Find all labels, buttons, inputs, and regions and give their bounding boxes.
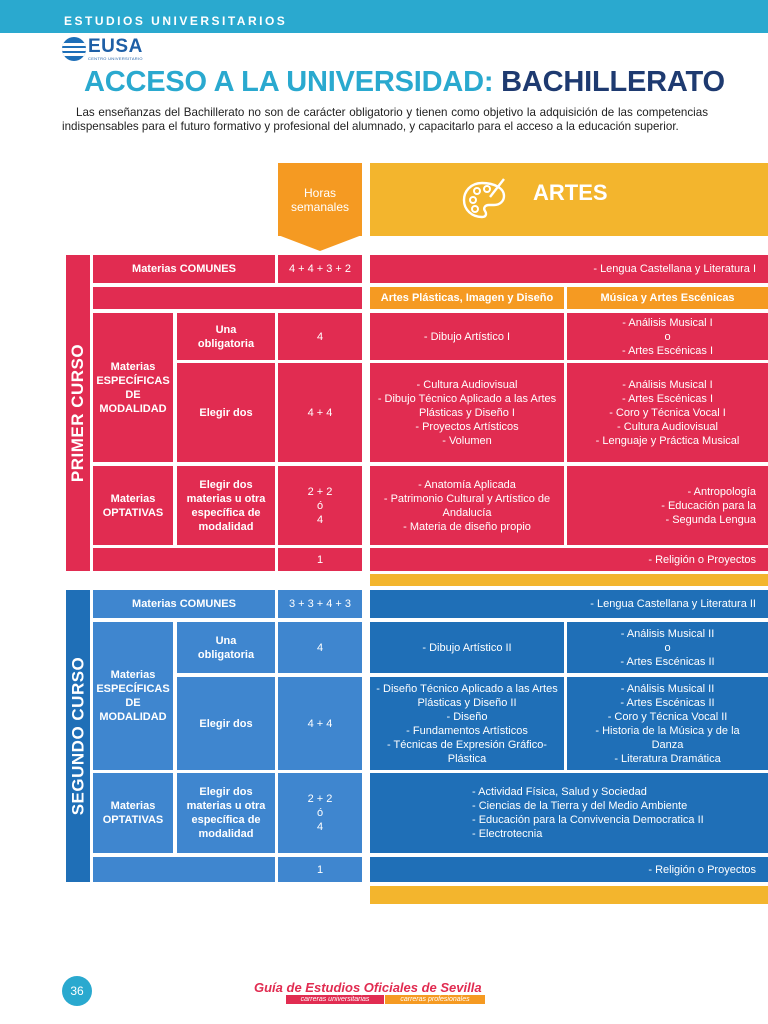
second-especificas-label: Materias ESPECÍFICAS DE MODALIDAD bbox=[93, 622, 173, 770]
first-comunes-hours: 4 + 4 + 3 + 2 bbox=[278, 255, 362, 283]
first-comunes-subjects: - Lengua Castellana y Literatura I bbox=[370, 255, 768, 283]
second-elegir-hours: 4 + 4 bbox=[278, 677, 362, 770]
section-title: ESTUDIOS UNIVERSITARIOS bbox=[64, 14, 288, 28]
first-optativas-choose: Elegir dos materias u otra específica de modalidad bbox=[177, 466, 275, 545]
second-yellow-band bbox=[370, 886, 768, 904]
second-comunes-label: Materias COMUNES bbox=[93, 590, 275, 618]
first-obligatoria-left: - Dibujo Artístico I bbox=[370, 313, 564, 360]
second-religion-subjects: - Religión o Proyectos bbox=[370, 857, 768, 882]
branch-artes-plasticas: Artes Plásticas, Imagen y Diseño bbox=[370, 287, 564, 309]
second-optativas-label: Materias OPTATIVAS bbox=[93, 773, 173, 853]
second-comunes-hours: 3 + 3 + 4 + 3 bbox=[278, 590, 362, 618]
first-obligatoria-hours: 4 bbox=[278, 313, 362, 360]
second-religion-spacer bbox=[93, 857, 275, 882]
hours-header bbox=[278, 163, 362, 236]
first-religion-hours: 1 bbox=[278, 548, 362, 571]
first-religion-subjects: - Religión o Proyectos bbox=[370, 548, 768, 571]
eusa-logo bbox=[62, 36, 152, 64]
page-title bbox=[84, 66, 725, 99]
first-comunes-label: Materias COMUNES bbox=[93, 255, 275, 283]
second-obligatoria-label: Una obligatoria bbox=[177, 622, 275, 673]
title-part1: ACCESO A LA UNIVERSIDAD: bbox=[84, 66, 494, 98]
first-optativas-hours: 2 + 2 ó 4 bbox=[278, 466, 362, 545]
first-optativas-left: - Anatomía Aplicada - Patrimonio Cultural y Artístico de Andalucía - Materia de diseño propio bbox=[370, 466, 564, 545]
logo-text: EUSA bbox=[88, 36, 143, 57]
second-optativas-hours: 2 + 2 ó 4 bbox=[278, 773, 362, 853]
hours-arrow bbox=[278, 235, 362, 251]
tag-profesionales: carreras profesionales bbox=[385, 995, 485, 1004]
page-number: 36 bbox=[62, 976, 92, 1006]
first-obligatoria-label: Una obligatoria bbox=[177, 313, 275, 360]
intro-paragraph: Las enseñanzas del Bachillerato no son de carácter obligatorio y tienen como objetivo la adquisición de las competencias indispensables para el futuro formativo y profesional del alumnado, y capacitarlo para el acceso a la educación superior. bbox=[62, 106, 708, 133]
first-religion-spacer bbox=[93, 548, 275, 571]
tag-universitarias: carreras universitarias bbox=[286, 995, 384, 1004]
top-bar bbox=[0, 0, 768, 33]
second-obligatoria-left: - Dibujo Artístico II bbox=[370, 622, 564, 673]
first-elegir-right: - Análisis Musical I - Artes Escénicas I - Coro y Técnica Vocal I - Cultura Audiovisual - Lenguaje y Práctica Musical bbox=[567, 363, 768, 462]
second-obligatoria-hours: 4 bbox=[278, 622, 362, 673]
title-part2: BACHILLERATO bbox=[501, 66, 725, 98]
second-elegir-label: Elegir dos bbox=[177, 677, 275, 770]
second-optativas-subjects: - Actividad Física, Salud y Sociedad - Ciencias de la Tierra y del Medio Ambiente - Educación para la Convivencia Democratica II - Electrotecnia bbox=[370, 773, 768, 853]
second-religion-hours: 1 bbox=[278, 857, 362, 882]
footer-guide bbox=[254, 980, 516, 1003]
artes-header bbox=[370, 163, 768, 236]
palette-icon bbox=[460, 175, 508, 223]
globe-icon bbox=[62, 37, 86, 61]
first-optativas-right: - Antropología - Educación para la - Segunda Lengua bbox=[567, 466, 768, 545]
first-obligatoria-right: - Análisis Musical I o - Artes Escénicas I bbox=[567, 313, 768, 360]
second-obligatoria-right: - Análisis Musical II o - Artes Escénicas II bbox=[567, 622, 768, 673]
second-year-label: SEGUNDO CURSO bbox=[66, 590, 90, 882]
first-yellow-band bbox=[370, 574, 768, 586]
logo-tagline: CENTRO UNIVERSITARIO bbox=[88, 56, 143, 61]
artes-title: ARTES bbox=[533, 180, 608, 205]
branch-musica: Música y Artes Escénicas bbox=[567, 287, 768, 309]
guide-title: Guía de Estudios Oficiales de Sevilla bbox=[254, 980, 482, 995]
second-comunes-subjects: - Lengua Castellana y Literatura II bbox=[370, 590, 768, 618]
second-elegir-right: - Análisis Musical II - Artes Escénicas II - Coro y Técnica Vocal II - Historia de la Música y de la Danza - Literatura Dramática bbox=[567, 677, 768, 770]
first-elegir-label: Elegir dos bbox=[177, 363, 275, 462]
first-especificas-label: Materias ESPECÍFICAS DE MODALIDAD bbox=[93, 313, 173, 462]
first-elegir-left: - Cultura Audiovisual - Dibujo Técnico Aplicado a las Artes Plásticas y Diseño I - Proyectos Artísticos - Volumen bbox=[370, 363, 564, 462]
hours-header-label: Horas semanales bbox=[290, 185, 350, 214]
first-branch-spacer bbox=[93, 287, 362, 309]
second-elegir-left: - Diseño Técnico Aplicado a las Artes Plásticas y Diseño II - Diseño - Fundamentos Artísticos - Técnicas de Expresión Gráfico-Plástica bbox=[370, 677, 564, 770]
first-elegir-hours: 4 + 4 bbox=[278, 363, 362, 462]
second-optativas-choose: Elegir dos materias u otra específica de modalidad bbox=[177, 773, 275, 853]
first-year-label: PRIMER CURSO bbox=[66, 255, 90, 571]
first-optativas-label: Materias OPTATIVAS bbox=[93, 466, 173, 545]
